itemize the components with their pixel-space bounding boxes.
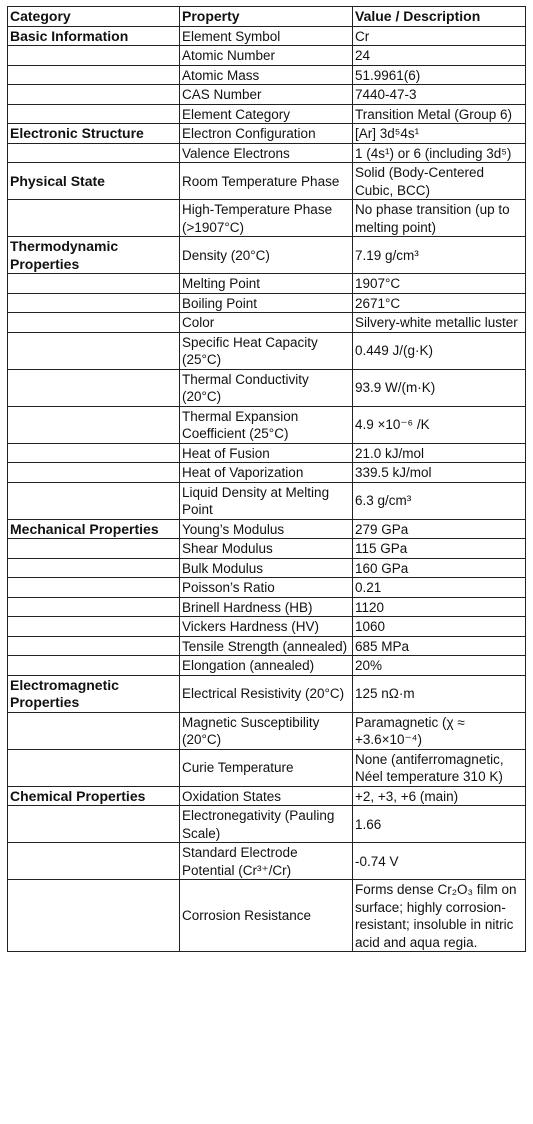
- property-cell: Room Temperature Phase: [180, 163, 353, 200]
- property-cell: Magnetic Susceptibility (20°C): [180, 712, 353, 749]
- category-cell: [8, 200, 180, 237]
- table-row: [8, 163, 526, 200]
- table-row: [8, 636, 526, 656]
- property-cell: Atomic Number: [180, 46, 353, 66]
- category-cell: [8, 636, 180, 656]
- table-row: [8, 200, 526, 237]
- value-cell: Silvery-white metallic luster: [353, 313, 526, 333]
- table-row: [8, 443, 526, 463]
- property-cell: Vickers Hardness (HV): [180, 617, 353, 637]
- table-row: [8, 656, 526, 676]
- category-cell: [8, 104, 180, 124]
- property-cell: Electron Configuration: [180, 124, 353, 144]
- category-cell: Thermodynamic Properties: [8, 237, 180, 274]
- value-cell: 1060: [353, 617, 526, 637]
- value-cell: 7440-47-3: [353, 85, 526, 105]
- property-cell: Melting Point: [180, 274, 353, 294]
- property-cell: Liquid Density at Melting Point: [180, 482, 353, 519]
- value-cell: 4.9 ×10⁻⁶ /K: [353, 406, 526, 443]
- table-body: [8, 26, 526, 952]
- category-cell: [8, 558, 180, 578]
- value-cell: 21.0 kJ/mol: [353, 443, 526, 463]
- table-row: [8, 597, 526, 617]
- value-cell: 51.9961(6): [353, 65, 526, 85]
- properties-table: [7, 6, 526, 952]
- category-cell: Physical State: [8, 163, 180, 200]
- category-cell: [8, 85, 180, 105]
- property-cell: Oxidation States: [180, 786, 353, 806]
- property-cell: Heat of Fusion: [180, 443, 353, 463]
- value-cell: 0.449 J/(g·K): [353, 332, 526, 369]
- value-cell: 125 nΩ·m: [353, 675, 526, 712]
- category-cell: Chemical Properties: [8, 786, 180, 806]
- value-cell: 279 GPa: [353, 519, 526, 539]
- property-cell: Poisson’s Ratio: [180, 578, 353, 598]
- value-cell: Transition Metal (Group 6): [353, 104, 526, 124]
- table-row: [8, 843, 526, 880]
- category-cell: Basic Information: [8, 26, 180, 46]
- table-row: [8, 712, 526, 749]
- table-row: [8, 539, 526, 559]
- category-cell: [8, 749, 180, 786]
- value-cell: 1 (4s¹) or 6 (including 3d⁵): [353, 143, 526, 163]
- table-row: [8, 26, 526, 46]
- table-row: [8, 806, 526, 843]
- category-cell: [8, 406, 180, 443]
- header-category: Category: [8, 7, 180, 27]
- table-row: [8, 332, 526, 369]
- header-value: Value / Description: [353, 7, 526, 27]
- property-cell: Corrosion Resistance: [180, 880, 353, 952]
- category-cell: [8, 712, 180, 749]
- property-cell: Electrical Resistivity (20°C): [180, 675, 353, 712]
- category-cell: [8, 332, 180, 369]
- table-row: [8, 578, 526, 598]
- property-cell: Element Symbol: [180, 26, 353, 46]
- table-row: [8, 482, 526, 519]
- value-cell: 7.19 g/cm³: [353, 237, 526, 274]
- property-cell: Heat of Vaporization: [180, 463, 353, 483]
- table-row: [8, 65, 526, 85]
- value-cell: Forms dense Cr₂O₃ film on surface; highly corrosion-resistant; insoluble in nitric acid and aqua regia.: [353, 880, 526, 952]
- value-cell: 1.66: [353, 806, 526, 843]
- property-cell: High-Temperature Phase (>1907°C): [180, 200, 353, 237]
- category-cell: Mechanical Properties: [8, 519, 180, 539]
- table-row: [8, 463, 526, 483]
- table-header: [8, 7, 526, 27]
- table-row: [8, 675, 526, 712]
- property-cell: Specific Heat Capacity (25°C): [180, 332, 353, 369]
- property-cell: Tensile Strength (annealed): [180, 636, 353, 656]
- value-cell: 685 MPa: [353, 636, 526, 656]
- category-cell: Electronic Structure: [8, 124, 180, 144]
- category-cell: [8, 482, 180, 519]
- property-cell: Atomic Mass: [180, 65, 353, 85]
- property-cell: Valence Electrons: [180, 143, 353, 163]
- category-cell: [8, 463, 180, 483]
- value-cell: -0.74 V: [353, 843, 526, 880]
- value-cell: 0.21: [353, 578, 526, 598]
- table-row: [8, 406, 526, 443]
- category-cell: [8, 806, 180, 843]
- table-row: [8, 124, 526, 144]
- header-row: [8, 7, 526, 27]
- property-cell: Standard Electrode Potential (Cr³⁺/Cr): [180, 843, 353, 880]
- category-cell: [8, 293, 180, 313]
- header-property: Property: [180, 7, 353, 27]
- category-cell: [8, 597, 180, 617]
- value-cell: [Ar] 3d⁵4s¹: [353, 124, 526, 144]
- property-cell: Bulk Modulus: [180, 558, 353, 578]
- property-cell: Color: [180, 313, 353, 333]
- property-cell: Thermal Expansion Coefficient (25°C): [180, 406, 353, 443]
- property-cell: Element Category: [180, 104, 353, 124]
- property-cell: Density (20°C): [180, 237, 353, 274]
- table-row: [8, 558, 526, 578]
- table-row: [8, 880, 526, 952]
- value-cell: 20%: [353, 656, 526, 676]
- table-row: [8, 85, 526, 105]
- value-cell: None (antiferromagnetic, Néel temperature 310 K): [353, 749, 526, 786]
- value-cell: 160 GPa: [353, 558, 526, 578]
- category-cell: [8, 880, 180, 952]
- value-cell: 339.5 kJ/mol: [353, 463, 526, 483]
- property-cell: Boiling Point: [180, 293, 353, 313]
- table-row: [8, 369, 526, 406]
- table-row: [8, 46, 526, 66]
- table-row: [8, 313, 526, 333]
- value-cell: 2671°C: [353, 293, 526, 313]
- property-cell: Curie Temperature: [180, 749, 353, 786]
- property-cell: CAS Number: [180, 85, 353, 105]
- value-cell: Paramagnetic (χ ≈ +3.6×10⁻⁴): [353, 712, 526, 749]
- property-cell: Elongation (annealed): [180, 656, 353, 676]
- value-cell: Cr: [353, 26, 526, 46]
- category-cell: [8, 65, 180, 85]
- table-row: [8, 786, 526, 806]
- value-cell: No phase transition (up to melting point): [353, 200, 526, 237]
- property-cell: Shear Modulus: [180, 539, 353, 559]
- value-cell: Solid (Body-Centered Cubic, BCC): [353, 163, 526, 200]
- table-row: [8, 293, 526, 313]
- category-cell: [8, 443, 180, 463]
- property-cell: Thermal Conductivity (20°C): [180, 369, 353, 406]
- table-row: [8, 104, 526, 124]
- table-row: [8, 749, 526, 786]
- value-cell: 24: [353, 46, 526, 66]
- value-cell: +2, +3, +6 (main): [353, 786, 526, 806]
- category-cell: [8, 843, 180, 880]
- value-cell: 1907°C: [353, 274, 526, 294]
- category-cell: [8, 313, 180, 333]
- category-cell: [8, 578, 180, 598]
- value-cell: 6.3 g/cm³: [353, 482, 526, 519]
- value-cell: 115 GPa: [353, 539, 526, 559]
- category-cell: [8, 617, 180, 637]
- category-cell: [8, 274, 180, 294]
- value-cell: 1120: [353, 597, 526, 617]
- table-row: [8, 143, 526, 163]
- category-cell: [8, 539, 180, 559]
- table-row: [8, 519, 526, 539]
- property-cell: Brinell Hardness (HB): [180, 597, 353, 617]
- value-cell: 93.9 W/(m·K): [353, 369, 526, 406]
- category-cell: [8, 46, 180, 66]
- table-row: [8, 617, 526, 637]
- category-cell: [8, 143, 180, 163]
- category-cell: [8, 369, 180, 406]
- property-cell: Electronegativity (Pauling Scale): [180, 806, 353, 843]
- table-row: [8, 237, 526, 274]
- category-cell: Electromagnetic Properties: [8, 675, 180, 712]
- property-cell: Young’s Modulus: [180, 519, 353, 539]
- category-cell: [8, 656, 180, 676]
- table-row: [8, 274, 526, 294]
